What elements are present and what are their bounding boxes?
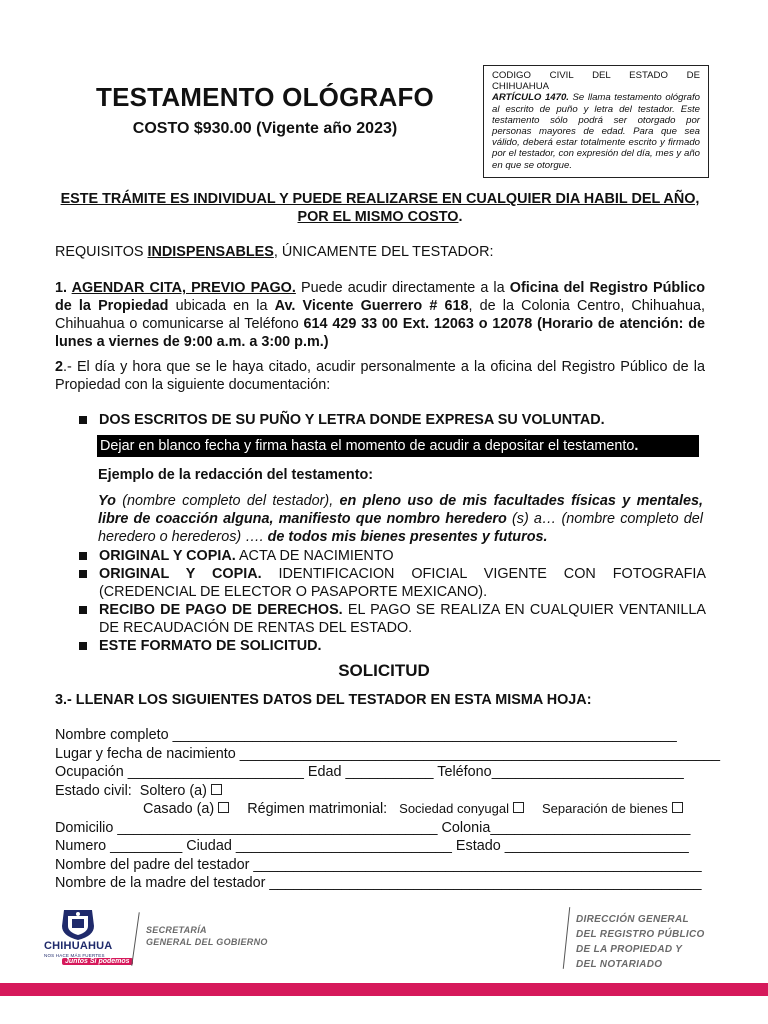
madre-label: Nombre de la madre del testador — [55, 875, 266, 891]
square-bullet-icon — [79, 606, 87, 614]
example-b2: de todos mis bienes presentes y futuros. — [267, 529, 548, 545]
list-item-text: ACTA DE NACIMIENTO — [235, 548, 394, 564]
bullet-escritos-text: DOS ESCRITOS DE SU PUÑO Y LETRA DONDE EXPRESA SU VOLUNTAD. — [99, 412, 605, 428]
list-item — [76, 601, 706, 637]
footer-accent-bar — [0, 983, 768, 996]
step1-t3: , de la Colonia Centro, Chihuahua, Chihuahua o comunicarse al Teléfono — [55, 298, 705, 332]
list-item-bold: RECIBO DE PAGO DE DERECHOS. — [99, 602, 343, 618]
step1-address: Av. Vicente Guerrero # 618 — [274, 298, 469, 314]
solicitud-heading: SOLICITUD — [338, 661, 430, 680]
step-1 — [55, 279, 705, 351]
square-bullet-icon — [79, 416, 87, 424]
domicilio-label: Domicilio — [55, 819, 114, 836]
direccion-line-3: DE LA PROPIEDAD Y — [576, 944, 683, 955]
form-row-nombre[interactable]: Nombre completo _______________________________________________________________ — [55, 727, 677, 743]
cost-subtitle: COSTO $930.00 (Vigente año 2023) — [132, 120, 398, 137]
list-item-bold: ORIGINAL Y COPIA. — [99, 548, 236, 564]
form-row-ocupacion[interactable]: Ocupación ______________________ Edad ___________ Teléfono________________________ — [55, 764, 684, 780]
req-post: , ÚNICAMENTE DEL TESTADOR: — [273, 244, 494, 260]
step1-lead: AGENDAR CITA, PREVIO PAGO. — [71, 280, 296, 296]
chihuahua-logo-subtext: NOS HACE MÁS FUERTES — [44, 953, 105, 958]
nombre-label: Nombre completo — [55, 727, 169, 743]
form-row-casado — [55, 800, 715, 819]
secretaria-logo — [146, 924, 268, 948]
example-p1: (nombre completo del testador), — [115, 493, 340, 509]
article-label: ARTÍCULO 1470. — [492, 92, 569, 104]
document-title: TESTAMENTO OLÓGRAFO — [96, 82, 434, 112]
secretaria-line-1: SECRETARÍA — [146, 925, 207, 935]
example-p2: (s) a… (nombre completo del heredero o herederos) …. — [98, 511, 703, 545]
list-item-bold: ORIGINAL Y COPIA. — [99, 566, 262, 582]
square-bullet-icon — [79, 552, 87, 560]
list-item-text: IDENTIFICACION OFICIAL VIGENTE CON FOTOGRAFIA (CREDENCIAL DE ELECTOR O PASAPORTE MEXICANO). — [99, 566, 706, 600]
estado-civil-label: Estado civil: — [55, 782, 132, 799]
example-yo: Yo — [98, 493, 116, 509]
step1-t2: ubicada en la — [168, 298, 275, 314]
list-item — [76, 565, 706, 601]
separacion-checkbox[interactable] — [672, 802, 683, 813]
estado-label: Estado — [455, 838, 501, 854]
step1-num: 1. — [55, 280, 72, 296]
legal-head-2: CHIHUAHUA — [492, 81, 550, 93]
form-row-madre[interactable]: Nombre de la madre del testador ______________________________________________________ — [55, 875, 702, 891]
requirements-heading — [55, 243, 705, 261]
juntos-badge: Juntos Sí podemos — [62, 958, 133, 965]
step-2 — [55, 358, 705, 394]
ocupacion-label: Ocupación — [55, 764, 124, 780]
step1-t1: Puede acudir directamente a la — [295, 280, 510, 296]
separacion-label: Separación de bienes — [542, 801, 668, 816]
legal-article-box — [483, 65, 709, 178]
padre-label: Nombre del padre del testador — [55, 856, 250, 873]
numero-label: Numero — [55, 838, 107, 854]
notice-text: ESTE TRÁMITE ES INDIVIDUAL Y PUEDE REALIZARSE EN CUALQUIER DIA HABIL DEL AÑO, POR EL MISMO COSTO — [60, 191, 700, 225]
req-pre: REQUISITOS — [55, 244, 148, 260]
step2-num: 2 — [55, 359, 64, 375]
blank-date-note — [97, 435, 699, 457]
testator-form — [55, 726, 720, 893]
direccion-line-2: DEL REGISTRO PÚBLICO — [576, 929, 705, 940]
footer-divider — [131, 912, 140, 966]
list-item-text: EL PAGO SE REALIZA EN CUALQUIER VENTANILLA DE RECAUDACIÓN DE RENTAS DEL ESTADO. — [99, 602, 706, 636]
blank-date-note-text: Dejar en blanco fecha y firma hasta el momento de acudir a depositar el testamento — [100, 438, 635, 454]
direccion-logo — [576, 912, 705, 972]
form-row-numero[interactable]: Numero _________ Ciudad ___________________________ Estado _______________________ — [55, 838, 689, 854]
form-row-padre[interactable]: Nombre del padre del testador ________________________________________________________ — [55, 856, 702, 873]
example-label: Ejemplo de la redacción del testamento: — [98, 467, 374, 483]
list-item — [76, 547, 706, 565]
bullet-escritos — [76, 411, 706, 429]
documents-list — [76, 547, 706, 655]
regimen-label: Régimen matrimonial: — [247, 801, 388, 817]
square-bullet-icon — [79, 570, 87, 578]
footer-divider — [563, 907, 570, 969]
form-row-domicilio[interactable]: Domicilio ________________________________________ Colonia_________________________ — [55, 819, 691, 836]
step1-office: Oficina del Registro Público de la Propiedad — [55, 280, 705, 314]
step-3: 3.- LLENAR LOS SIGUIENTES DATOS DEL TESTADOR EN ESTA MISMA HOJA: — [55, 692, 592, 708]
form-row-lugar[interactable]: Lugar y fecha de nacimiento ____________________________________________________________ — [55, 745, 720, 762]
notice-banner — [55, 190, 705, 226]
ciudad-label: Ciudad — [186, 838, 232, 854]
step1-phone: 614 429 33 00 Ext. 12063 o 12078 (Horario de atención: de lunes a viernes de 9:00 a.m. a 3:00 p.m.) — [55, 316, 705, 350]
colonia-label: Colonia — [441, 819, 491, 836]
square-bullet-icon — [79, 642, 87, 650]
telefono-label: Teléfono — [437, 764, 492, 780]
form-row-estado-civil — [55, 782, 715, 801]
direccion-line-1: DIRECCIÓN GENERAL — [576, 914, 689, 925]
legal-head: CODIGO CIVIL DEL ESTADO DE — [492, 70, 700, 81]
list-item-bold: ESTE FORMATO DE SOLICITUD. — [99, 638, 322, 654]
example-b1: en pleno uso de mis facultades físicas y mentales, libre de coacción alguna, manifiesto que nombro heredero — [98, 493, 703, 527]
lugar-label: Lugar y fecha de nacimiento — [55, 745, 236, 762]
sociedad-checkbox[interactable] — [513, 802, 524, 813]
step2-text: .- El día y hora que se le haya citado, acudir personalmente a la oficina del Registro Público de la Propiedad con la siguiente documentación: — [55, 359, 705, 393]
list-item — [76, 637, 706, 655]
direccion-line-4: DEL NOTARIADO — [576, 959, 663, 970]
article-text: Se llama testamento ológrafo al escrito de puño y letra del testador. Este testamento sólo podrá ser otorgado por personas mayores de edad. Para que sea válido, deberá estar totalmente escrito y firmado por el testador, con expresión del día, mes y año en que se otorgue. — [492, 92, 700, 171]
sociedad-label: Sociedad conyugal — [399, 801, 510, 816]
notice-end: . — [458, 209, 463, 225]
soltero-label: Soltero (a) — [139, 782, 207, 799]
casado-checkbox[interactable] — [218, 802, 229, 813]
edad-label: Edad — [307, 764, 342, 780]
chihuahua-logo-text: CHIHUAHUA — [44, 940, 113, 952]
secretaria-line-2: GENERAL DEL GOBIERNO — [146, 937, 268, 947]
casado-label: Casado (a) — [143, 801, 215, 817]
req-strong: INDISPENSABLES — [147, 244, 274, 260]
soltero-checkbox[interactable] — [211, 784, 222, 795]
blank-date-note-end: . — [634, 438, 639, 454]
example-text — [98, 492, 703, 546]
